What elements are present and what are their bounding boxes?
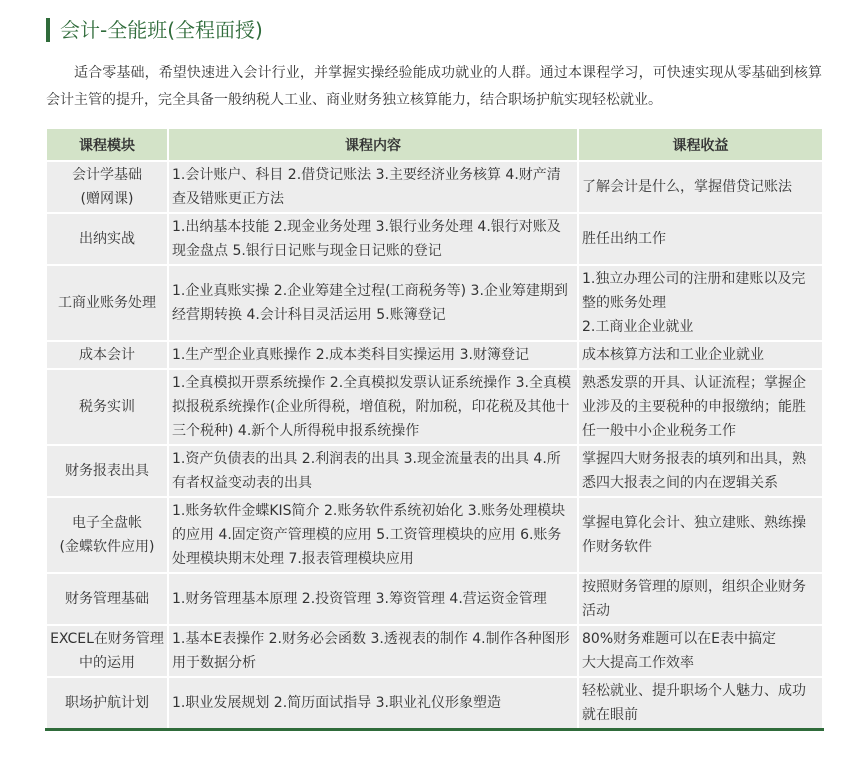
- benefit-cell: 轻松就业、提升职场个人魅力、成功就在眼前: [578, 677, 823, 730]
- benefit-cell: 按照财务管理的原则，组织企业财务活动: [578, 573, 823, 625]
- table-row: [46, 497, 823, 573]
- table-row: [46, 161, 823, 213]
- table-row: [46, 445, 823, 497]
- table-row: [46, 573, 823, 625]
- content-cell: 1.生产型企业真账操作 2.成本类科目实操运用 3.财簿登记: [168, 341, 578, 369]
- benefit-cell: 1.独立办理公司的注册和建账以及完整的账务处理 2.工商业企业就业: [578, 265, 823, 341]
- module-cell: 工商业账务处理: [46, 265, 168, 341]
- benefit-cell: 80%财务难题可以在E表中搞定 大大提高工作效率: [578, 625, 823, 677]
- content-cell: 1.资产负债表的出具 2.利润表的出具 3.现金流量表的出具 4.所有者权益变动表的出具: [168, 445, 578, 497]
- content-cell: 1.全真模拟开票系统操作 2.全真模拟发票认证系统操作 3.全真模拟报税系统操作(企业所得税，增值税，附加税，印花税及其他十三个税种) 4.新个人所得税申报系统操作: [168, 369, 578, 445]
- table-row: [46, 213, 823, 265]
- title-accent-bar: [46, 18, 50, 42]
- benefit-cell: 掌握四大财务报表的填列和出具，熟悉四大报表之间的内在逻辑关系: [578, 445, 823, 497]
- table-row: [46, 341, 823, 369]
- module-cell: 出纳实战: [46, 213, 168, 265]
- content-cell: 1.企业真账实操 2.企业筹建全过程(工商税务等) 3.企业筹建期到经营期转换 4.会计科目灵活运用 5.账簿登记: [168, 265, 578, 341]
- module-cell: 电子全盘帐 (金蝶软件应用): [46, 497, 168, 573]
- module-cell: 财务报表出具: [46, 445, 168, 497]
- benefit-cell: 熟悉发票的开具、认证流程；掌握企业涉及的主要税种的申报缴纳；能胜任一般中小企业税务工作: [578, 369, 823, 445]
- content-cell: 1.会计账户、科目 2.借贷记账法 3.主要经济业务核算 4.财产清查及错账更正方法: [168, 161, 578, 213]
- content-cell: 1.出纳基本技能 2.现金业务处理 3.银行业务处理 4.银行对账及现金盘点 5.银行日记账与现金日记账的登记: [168, 213, 578, 265]
- table-row: [46, 369, 823, 445]
- table-row: [46, 625, 823, 677]
- page-heading: [46, 16, 263, 44]
- table-row: [46, 677, 823, 730]
- header-benefit: 课程收益: [578, 128, 823, 161]
- content-cell: 1.职业发展规划 2.简历面试指导 3.职业礼仪形象塑造: [168, 677, 578, 730]
- content-cell: 1.基本E表操作 2.财务必会函数 3.透视表的制作 4.制作各种图形用于数据分析: [168, 625, 578, 677]
- module-cell: 财务管理基础: [46, 573, 168, 625]
- intro-paragraph: 适合零基础，希望快速进入会计行业，并掌握实操经验能成功就业的人群。通过本课程学习，可快速实现从零基础到核算会计主管的提升，完全具备一般纳税人工业、商业财务独立核算能力，结合职场护航实现轻松就业。: [46, 65, 822, 108]
- page-title: 会计-全能班(全程面授): [60, 18, 263, 42]
- benefit-cell: 了解会计是什么，掌握借贷记账法: [578, 161, 823, 213]
- module-cell: 职场护航计划: [46, 677, 168, 730]
- benefit-cell: 胜任出纳工作: [578, 213, 823, 265]
- header-module: 课程模块: [46, 128, 168, 161]
- content-cell: 1.财务管理基本原理 2.投资管理 3.筹资管理 4.营运资金管理: [168, 573, 578, 625]
- module-cell: EXCEL在财务管理中的运用: [46, 625, 168, 677]
- module-cell: 成本会计: [46, 341, 168, 369]
- table-header-row: [46, 128, 823, 161]
- header-content: 课程内容: [168, 128, 578, 161]
- course-table: [45, 127, 824, 731]
- module-cell: 会计学基础 (赠网课): [46, 161, 168, 213]
- content-cell: 1.账务软件金蝶KIS简介 2.账务软件系统初始化 3.账务处理模块的应用 4.固定资产管理模的应用 5.工资管理模块的应用 6.账务处理模块期末处理 7.报表管理模块应用: [168, 497, 578, 573]
- benefit-cell: 成本核算方法和工业企业就业: [578, 341, 823, 369]
- benefit-cell: 掌握电算化会计、独立建账、熟练操作财务软件: [578, 497, 823, 573]
- module-cell: 税务实训: [46, 369, 168, 445]
- table-row: [46, 265, 823, 341]
